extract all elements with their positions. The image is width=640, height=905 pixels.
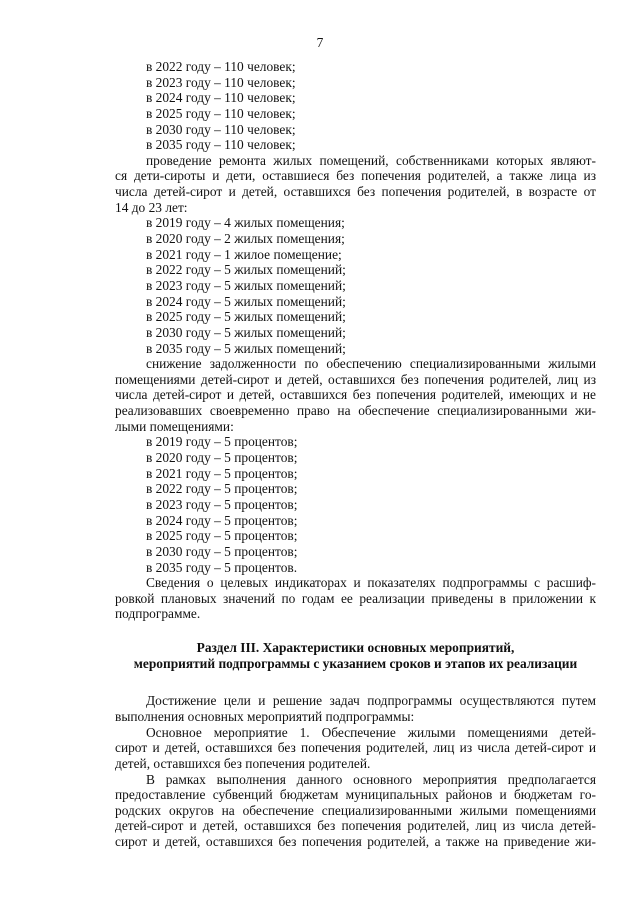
- paragraph-line: Сведения о целевых индикаторах и показателях подпрограммы с расшиф-: [146, 575, 596, 591]
- list-item: в 2024 году – 5 жилых помещений;: [146, 293, 346, 309]
- list-item: в 2030 году – 110 человек;: [146, 121, 296, 137]
- paragraph-line: предоставление субвенций бюджетам муниципальных районов и бюджетам го-: [115, 787, 596, 803]
- paragraph-line: выполнения основных мероприятий подпрограммы:: [115, 708, 415, 724]
- list-repair-per-year: [115, 215, 596, 356]
- paragraph-goal: [115, 693, 596, 724]
- page-number: 7: [316, 35, 324, 50]
- list-item: в 2035 году – 110 человек;: [146, 137, 296, 153]
- list-item: в 2021 году – 5 процентов;: [146, 465, 298, 481]
- paragraph-line: 14 до 23 лет:: [115, 199, 188, 215]
- paragraph-main-measure: [115, 725, 596, 772]
- list-item: в 2019 году – 4 жилых помещения;: [146, 215, 345, 231]
- list-item: в 2025 году – 5 жилых помещений;: [146, 309, 346, 325]
- paragraph-line: Достижение цели и решение задач подпрограммы осуществляются путем: [146, 693, 596, 709]
- paragraph-line: ровкой плановых значений по годам ее реализации приведены в приложении к: [115, 590, 596, 606]
- paragraph-line: детей, оставшихся без попечения родителей.: [115, 755, 371, 771]
- list-item: в 2022 году – 5 жилых помещений;: [146, 262, 346, 278]
- heading-line: Раздел III. Характеристики основных мероприятий,: [196, 640, 515, 656]
- paragraph-line: В рамках выполнения данного основного мероприятия предполагается: [146, 771, 596, 787]
- list-item: в 2025 году – 110 человек;: [146, 105, 296, 121]
- list-debt-per-year: [115, 434, 596, 575]
- list-item: в 2035 году – 5 жилых помещений;: [146, 340, 346, 356]
- paragraph-repair: [115, 153, 596, 216]
- list-item: в 2024 году – 110 человек;: [146, 90, 296, 106]
- paragraph-debt: [115, 356, 596, 434]
- paragraph-line: помещениями детей-сирот и детей, оставшихся без попечения родителей, лиц из: [115, 371, 596, 387]
- list-people-per-year: [115, 59, 596, 153]
- list-item: в 2022 году – 5 процентов;: [146, 481, 298, 497]
- list-item: в 2021 году – 1 жилое помещение;: [146, 246, 342, 262]
- list-item: в 2020 году – 2 жилых помещения;: [146, 231, 345, 247]
- list-item: в 2024 году – 5 процентов;: [146, 512, 298, 528]
- paragraph-line: числа детей-сирот и детей, оставшихся без попечения родителей, в возрасте от: [115, 184, 596, 200]
- paragraph-line: родских округов на обеспечение специализированными жилыми помещениями: [115, 802, 596, 818]
- list-item: в 2022 году – 110 человек;: [146, 59, 296, 74]
- paragraph-line: сирот и детей, оставшихся без попечения родителей, а также на приведение жи-: [115, 834, 596, 850]
- paragraph-line: подпрограмме.: [115, 606, 201, 622]
- list-item: в 2035 году – 5 процентов.: [146, 559, 298, 575]
- list-item: в 2023 году – 110 человек;: [146, 74, 296, 90]
- document-body: [115, 59, 596, 850]
- section-heading: [115, 640, 596, 671]
- paragraph-line: проведение ремонта жилых помещений, собственниками которых являют-: [146, 152, 596, 168]
- paragraph-line: реализовавших своевременно право на обеспечение специализированными жи-: [115, 403, 596, 419]
- paragraph-line: детей-сирот и детей, оставшихся без попечения родителей, лиц из числа детей-: [115, 818, 596, 834]
- paragraph-line: числа детей-сирот и детей, оставшихся без попечения родителей, имеющих и не: [115, 387, 596, 403]
- list-item: в 2030 году – 5 жилых помещений;: [146, 324, 346, 340]
- paragraph-line: Основное мероприятие 1. Обеспечение жилыми помещениями детей-: [146, 724, 596, 740]
- list-item: в 2023 году – 5 жилых помещений;: [146, 277, 346, 293]
- heading-line: мероприятий подпрограммы с указанием сроков и этапов их реализации: [133, 655, 578, 671]
- paragraph-line: сирот и детей, оставшихся без попечения родителей, лиц из числа детей-сирот и: [115, 740, 596, 756]
- list-item: в 2025 году – 5 процентов;: [146, 528, 298, 544]
- list-item: в 2019 году – 5 процентов;: [146, 434, 298, 450]
- list-item: в 2023 году – 5 процентов;: [146, 496, 298, 512]
- list-item: в 2020 году – 5 процентов;: [146, 450, 298, 466]
- paragraph-indicators: [115, 575, 596, 622]
- paragraph-measure-frame: [115, 772, 596, 850]
- list-item: в 2030 году – 5 процентов;: [146, 543, 298, 559]
- paragraph-line: снижение задолженности по обеспечению специализированными жилыми: [146, 356, 596, 372]
- paragraph-line: лыми помещениями:: [115, 418, 234, 434]
- paragraph-line: ся дети-сироты и дети, оставшиеся без попечения родителей, а также лица из: [115, 168, 596, 184]
